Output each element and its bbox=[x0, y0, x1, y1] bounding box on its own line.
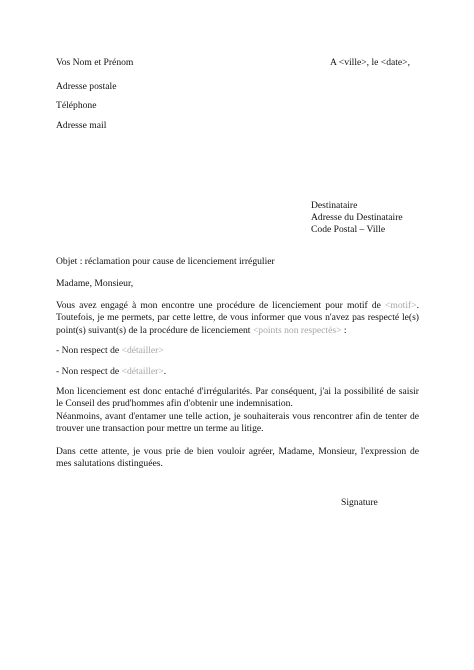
list-item bbox=[56, 366, 166, 378]
paragraph-irregularities bbox=[56, 386, 419, 436]
paragraph-line: Toutefois, je me permets, par cette lettre, de vous informer que vous n'avez pas respecté le(s) bbox=[56, 312, 419, 324]
placeholder-detail: <détailler> bbox=[121, 345, 164, 356]
paragraph-line: Mon licenciement est donc entaché d'irrégularités. Par conséquent, j'ai la possibilité de saisir bbox=[56, 386, 419, 397]
item-text: - Non respect de bbox=[56, 345, 122, 356]
recipient-postal: Code Postal – Ville bbox=[311, 224, 386, 235]
paragraph-line bbox=[56, 300, 419, 312]
sender-name: Vos Nom et Prénom bbox=[56, 57, 134, 68]
paragraph-text: point(s) suivant(s) de la procédure de licenciement bbox=[56, 324, 253, 336]
paragraph-motif bbox=[56, 300, 419, 337]
sender-address: Adresse postale bbox=[56, 81, 117, 92]
paragraph-line: Néanmoins, avant d'entamer une telle action, je souhaiterais vous rencontrer afin de tenter de bbox=[56, 410, 419, 422]
paragraph-line: trouver une transaction pour mettre un terme au litige. bbox=[56, 423, 264, 435]
sender-phone: Téléphone bbox=[56, 100, 97, 111]
placeholder-detail: <détailler> bbox=[121, 366, 164, 377]
item-text: - Non respect de bbox=[56, 366, 122, 377]
signature: Signature bbox=[341, 497, 378, 508]
paragraph-line: Dans cette attente, je vous prie de bien vouloir agréer, Madame, Monsieur, l'expression de bbox=[56, 446, 419, 457]
paragraph-line: le Conseil des prud'hommes afin d'obtenir une indemnisation. bbox=[56, 398, 293, 410]
paragraph-closing bbox=[56, 446, 419, 471]
paragraph-text: . bbox=[416, 300, 419, 311]
paragraph-text: : bbox=[341, 324, 347, 336]
paragraph-line bbox=[56, 325, 419, 337]
item-end: . bbox=[163, 366, 167, 377]
recipient-address: Adresse du Destinataire bbox=[311, 212, 403, 223]
list-item bbox=[56, 345, 164, 357]
recipient-name: Destinataire bbox=[311, 200, 358, 211]
place-date: A <ville>, le <date>, bbox=[330, 57, 410, 68]
placeholder-points: <points non respectés> bbox=[252, 324, 342, 336]
subject-line: Objet : réclamation pour cause de licenciement irrégulier bbox=[56, 256, 275, 267]
placeholder-motif: <motif> bbox=[384, 300, 417, 311]
paragraph-text: Vous avez engagé à mon encontre une procédure de licenciement pour motif de bbox=[56, 300, 385, 311]
paragraph-line: mes salutations distinguées. bbox=[56, 458, 163, 470]
salutation: Madame, Monsieur, bbox=[56, 278, 134, 289]
sender-email: Adresse mail bbox=[56, 120, 107, 131]
